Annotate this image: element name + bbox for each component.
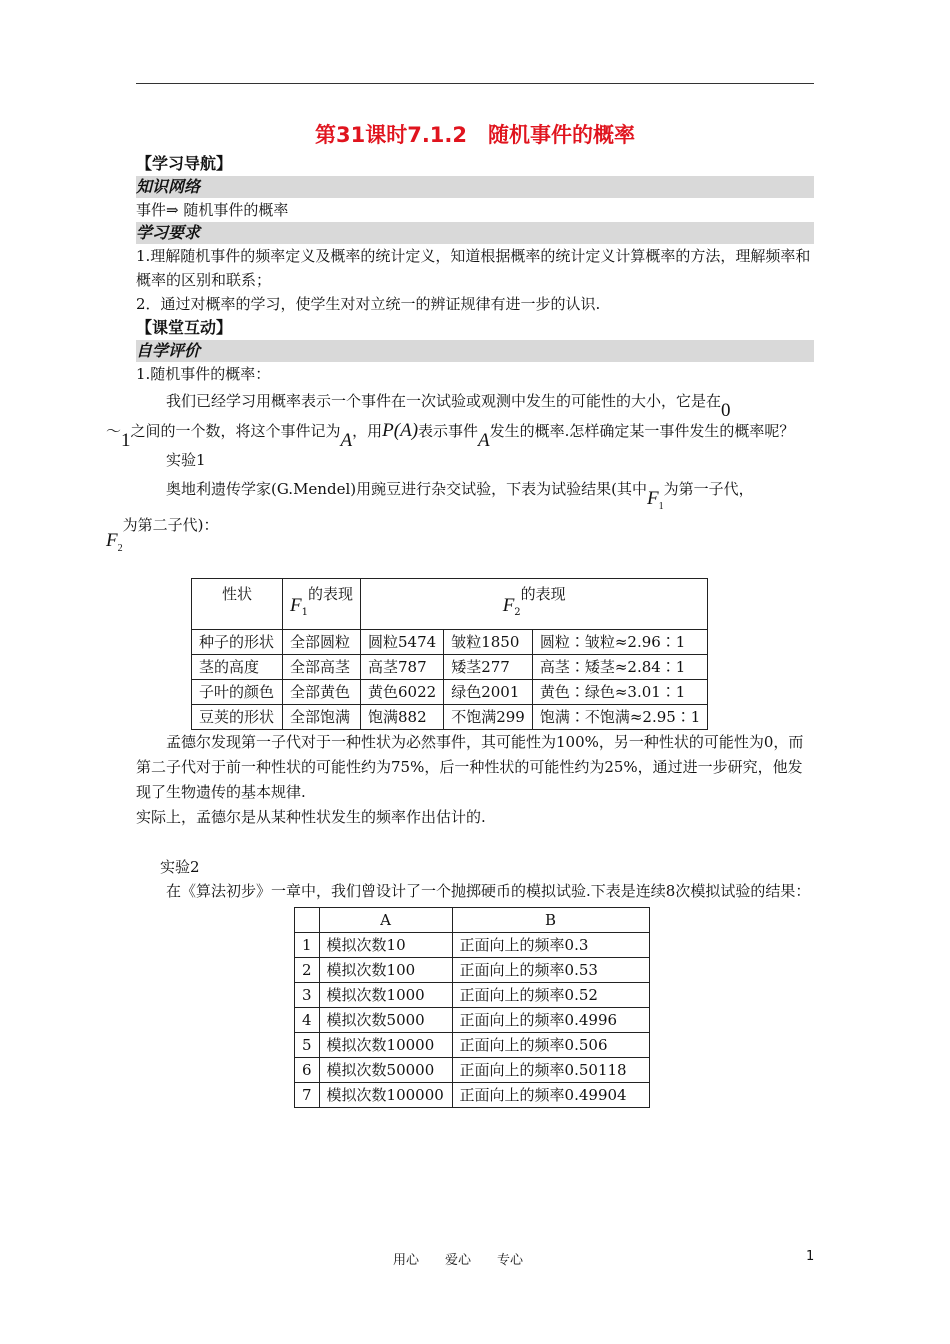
heading-nav: 【学习导航】 — [136, 154, 233, 173]
table-row: 5 模拟次数10000 正面向上的频率0.506 — [295, 1032, 650, 1057]
math-pa: P(A) — [382, 420, 419, 441]
heading-self-eval: 自学评价 — [136, 340, 814, 362]
paragraph-frequency: 实际上，孟德尔是从某种性状发生的频率作出估计的. — [136, 807, 486, 826]
page-title: 第31课时7.1.2 随机事件的概率 — [314, 123, 635, 147]
header-f1: $F_1$的表现 — [283, 578, 361, 629]
heading-interact: 【课堂互动】 — [136, 318, 233, 337]
header-f2: $F_2$的表现 — [361, 578, 708, 629]
experiment-1-label: 实验1 — [166, 451, 206, 469]
coin-table — [294, 907, 650, 1108]
tilde-sign: ～ — [106, 422, 122, 440]
paragraph-probability — [106, 386, 814, 451]
para1-text-c: ，用 — [352, 422, 383, 440]
table-row: 子叶的颜色 全部黄色 黄色6022 绿色2001 黄色∶绿色≈3.01∶1 — [192, 679, 708, 704]
math-a-2: A — [478, 430, 490, 451]
header-trait: 性状 — [192, 578, 283, 629]
para1-text-e: 发生的概率.怎样确定某一事件发生的概率呢？ — [489, 422, 795, 440]
para2-text-a: 奥地利遗传学家(G.Mendel)用豌豆进行杂交试验，下表为试验结果(其中 — [166, 480, 647, 498]
paragraph-coin: 在《算法初步》一章中，我们曾设计了一个抛掷硬币的模拟试验.下表是连续8次模拟试验的结果： — [166, 881, 811, 900]
table-row: 茎的高度 全部高茎 高茎787 矮茎277 高茎∶矮茎≈2.84∶1 — [192, 654, 708, 679]
heading-network: 知识网络 — [136, 176, 814, 198]
requirement-2: 2．通过对概率的学习，使学生对对立统一的辨证规律有进一步的认识. — [136, 295, 601, 313]
experiment-2-label: 实验2 — [160, 857, 200, 876]
table-row: 1 模拟次数10 正面向上的频率0.3 — [295, 932, 650, 957]
table-header-row — [192, 578, 708, 629]
network-line: 事件⇒ 随机事件的概率 — [136, 201, 289, 219]
paragraph-mendel-finding: 孟德尔发现第一子代对于一种性状为必然事件，其可能性为100%，另一种性状的可能性为0，而第二子代对于前一种性状的可能性约为75%，后一种性状的可能性约为25%，通过进一步研究，他发现了生物遗传的基本规律. — [136, 732, 804, 801]
mendel-table — [191, 578, 708, 730]
table-row: 3 模拟次数1000 正面向上的频率0.52 — [295, 982, 650, 1007]
header-rule — [136, 83, 814, 84]
math-a: A — [340, 430, 353, 451]
header-a: A — [319, 907, 452, 932]
heading-requirements: 学习要求 — [136, 222, 814, 244]
paragraph-mendel — [106, 472, 814, 556]
table-header-row — [295, 907, 650, 932]
para1-text-b: 之间的一个数，将这个事件记为 — [130, 422, 341, 440]
math-f2: $F_2$ — [106, 529, 123, 554]
table-row: 豆荚的形状 全部饱满 饱满882 不饱满299 饱满∶不饱满≈2.95∶1 — [192, 704, 708, 729]
table-row: 7 模拟次数100000 正面向上的频率0.49904 — [295, 1082, 650, 1107]
requirement-1: 1.理解随机事件的频率定义及概率的统计定义，知道根据概率的统计定义计算概率的方法，理解频率和概率的区别和联系； — [136, 247, 811, 289]
footer-motto: 用心 爱心 专心 — [393, 1253, 524, 1268]
table-row: 种子的形状 全部圆粒 圆粒5474 皱粒1850 圆粒∶皱粒≈2.96∶1 — [192, 629, 708, 654]
table-row: 4 模拟次数5000 正面向上的频率0.4996 — [295, 1007, 650, 1032]
para1-text-a: 我们已经学习用概率表示一个事件在一次试验或观测中发生的可能性的大小，它是在 — [166, 392, 722, 410]
math-one: 1 — [121, 430, 131, 451]
para2-text-c: 为第二子代)： — [122, 515, 219, 534]
para1-text-d: 表示事件 — [418, 422, 479, 440]
page-number: 1 — [806, 1249, 815, 1264]
table-row: 2 模拟次数100 正面向上的频率0.53 — [295, 957, 650, 982]
table-row: 6 模拟次数50000 正面向上的频率0.50118 — [295, 1057, 650, 1082]
math-zero: 0 — [721, 400, 731, 421]
header-b: B — [452, 907, 649, 932]
subsection-1: 1.随机事件的概率： — [136, 365, 271, 383]
math-f1: $F_1$ — [646, 488, 664, 512]
para2-text-b: 为第一子代， — [663, 480, 754, 498]
page-content — [106, 118, 814, 1108]
